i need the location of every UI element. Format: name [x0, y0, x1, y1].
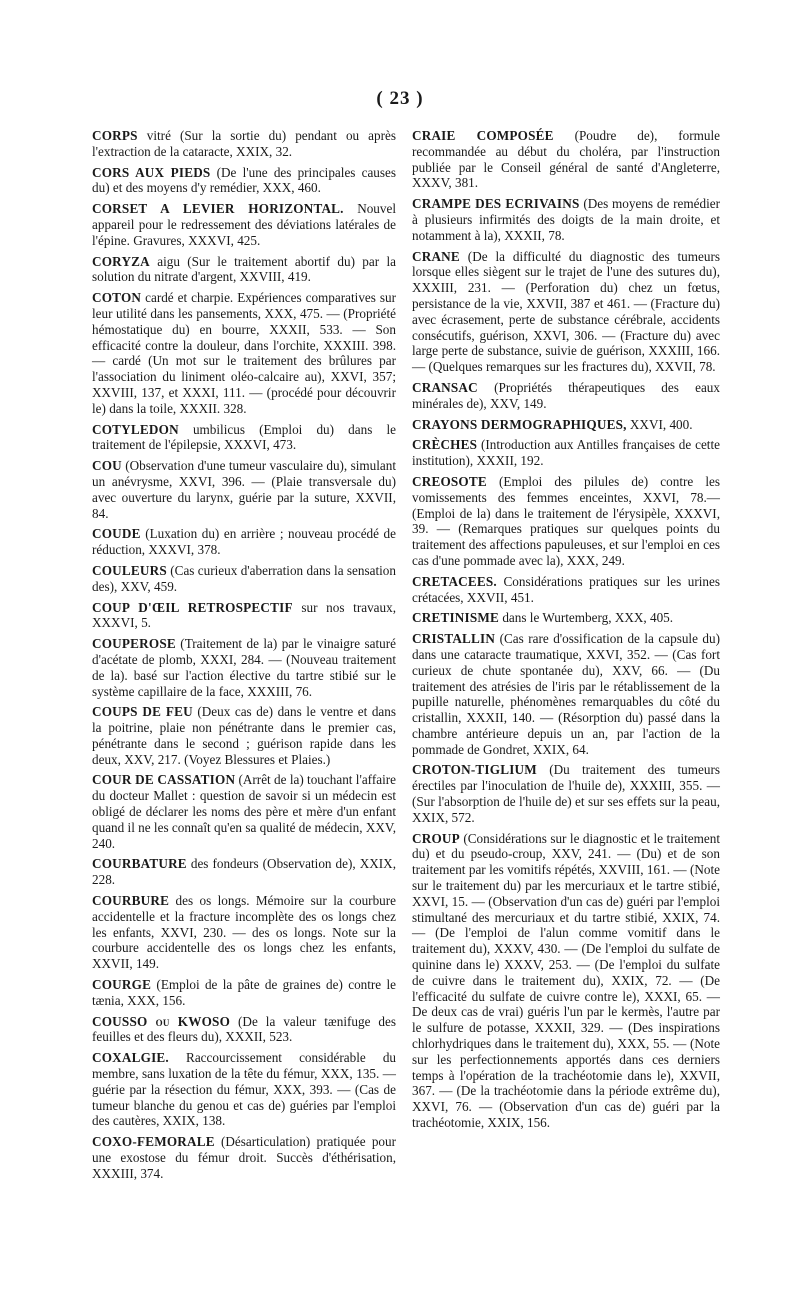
- entry-text: (Observation d'une tumeur vasculaire du), simulant un anévrysme, XXVI, 396. — (Plaie transversale du) avec ouverture du larynx, guérie par la suture, XXVII, 84.: [92, 458, 396, 521]
- index-entry: [92, 290, 396, 416]
- entry-heading: COTON: [92, 290, 142, 306]
- entry-text: (Emploi des pilules de) contre les vomissements des femmes enceintes, XXVI, 78.— (Emploi de la) dans le traitement de l'érysipèle, XXXVI, 39. — (Remarques pratiques sur quelques points du traitement des affections papuleuses, et sur l'emploi en ces cas d'une pommade avec la), XXX, 249.: [412, 473, 721, 568]
- entry-text: (Des moyens de remédier à plusieurs infirmités des doigts de la main droite, et notamment à la), XXXII, 78.: [412, 196, 721, 243]
- index-entry: [92, 1050, 396, 1129]
- index-entry: [412, 610, 720, 626]
- entry-heading: CROTON-TIGLIUM: [412, 762, 537, 778]
- entry-heading: CRETACEES.: [412, 573, 497, 589]
- entry-heading: CREOSOTE: [412, 473, 487, 489]
- entry-text: (Poudre de), formule recommandée au début du choléra, par l'instruction publiée par le Conseil général de santé d'Angleterre, XXXV, 381.: [412, 128, 720, 191]
- index-entry: [92, 422, 396, 454]
- index-entry: [92, 772, 396, 851]
- entry-text: (Traitement de la) par le vinaigre saturé d'acétate de plomb, XXXI, 284. — (Nouveau traitement de la). basé sur l'action élective du tartre stibié sur le système capillaire de la face, XXXIII, 76.: [92, 636, 396, 699]
- left-column: [92, 128, 396, 1187]
- index-entry: [92, 201, 396, 248]
- entry-heading: COUR DE CASSATION: [92, 772, 236, 788]
- entry-heading: COXALGIE.: [92, 1050, 169, 1066]
- entry-heading: CRAMPE DES ECRIVAINS: [412, 196, 580, 212]
- entry-text: dans le Wurtemberg, XXX, 405.: [502, 610, 674, 626]
- entry-heading: COTYLEDON: [92, 421, 179, 437]
- entry-text: (Du traitement des tumeurs érectiles par l'inoculation de l'huile de), XXXIII, 355. — (Sur l'absorption de l'huile de) et sur ses effets sur la peau, XXIX, 572.: [412, 762, 720, 825]
- index-entry: [92, 1014, 396, 1046]
- index-entry: [92, 165, 396, 197]
- entry-text: (De la valeur tænifuge des feuilles et des fleurs du), XXXII, 523.: [92, 1013, 396, 1045]
- entry-heading: CORYZA: [92, 253, 150, 269]
- index-entry: [92, 254, 396, 286]
- entry-text: (Deux cas de) dans le ventre et dans la poitrine, plaie non pénétrante dans le premier cas, pénétrante dans le second ; guérison rapide dans les deux, XXV, 217. (Voyez Blessures et Plaies.): [92, 704, 397, 767]
- index-entry: [412, 437, 720, 469]
- entry-text: vitré (Sur la sortie du) pendant ou après l'extraction de la cataracte, XXIX, 32.: [92, 128, 397, 159]
- index-entry: [412, 762, 720, 825]
- entry-heading: CRANE: [412, 248, 460, 264]
- index-entry: [412, 631, 720, 757]
- entry-text: (De l'une des principales causes du) et des moyens d'y remédier, XXX, 460.: [92, 164, 397, 196]
- entry-heading: COUPS DE FEU: [92, 704, 193, 720]
- entry-heading: COU: [92, 458, 122, 474]
- index-entry: [92, 600, 396, 632]
- index-entry: [412, 249, 720, 375]
- page-number: ( 23 ): [376, 88, 424, 109]
- entry-text: (Considérations sur le diagnostic et le traitement du) et du pseudo-croup, XXV, 241. — (Du) et de son traitement par les vomitifs répétés, XXVIII, 161. — (Note sur le traitement du) par les mercuriaux et le tartre stibié, XXVI, 15. — (Observation d'un cas de) guéri par l'emploi stimultané des mercuriaux et du tartre stibié, XXIX, 74. — (De l'emploi de l'alun comme vomitif dans le traitement du), XXXV, 430. — (De l'emploi du sulfate de quinine dans le) XXXV, 253. — (De l'emploi du sulfate de cuivre dans le traitement du), XXIX, 72. — (De l'efficacité du sulfate de cuivre contre le), XXXI, 65. — De deux cas de vrai) guéris l'un par le kermès, l'autre par le sulfure de potasse, XXXII, 329. — (Des inspirations chlorhydriques dans le traitement du), XXX, 55. — (Note sur les perfectionnements apportés dans ces derniers temps à l'opération de la trachéotomie dans le), XXVII, 367. — (De la trachéotomie dans la période extrême du), XXVI, 76. — (Observation d'un cas de) guéri par la trachéotomie, XXIX, 156.: [412, 830, 721, 1131]
- entry-text: umbilicus (Emploi du) dans le traitement de l'épilepsie, XXXVI, 473.: [92, 421, 396, 453]
- index-entry: [412, 474, 720, 569]
- entry-text: (Arrêt de la) touchant l'affaire du docteur Mallet : question de savoir si un médecin est obligé de déclarer les noms des père et mère d'un enfant quand il ne les connaît qu'en sa qualité de médecin, XXV, 240.: [92, 772, 396, 851]
- entry-text: (Cas rare d'ossification de la capsule du) dans une cataracte traumatique, XXVI, 352. — (Cas fort curieux de chute spontanée du), XXV, 66. — (Du traitement des atrésies de l'iris par le rétablissement de la pupille naturelle, phénomènes remarquables du côté du cristallin, XXXII, 140. — (Résorption du) passé dans la chambre antérieure depuis un an, par l'action de la pommade de Gondret, XXIX, 64.: [412, 631, 720, 757]
- index-entry: [92, 893, 396, 972]
- index-entry: [92, 704, 396, 767]
- entry-text: (De la difficulté du diagnostic des tumeurs lorsque elles siègent sur le trajet de l'une des sutures du), XXXIII, 231. — (Perforation du) chez un fœtus, persistance de la vie, XXVII, 387 et 461. — (Fracture du) avec écrasement, perte de substance cérébrale, accidents consécutifs, guérison, XXVI, 306. — (Fracture du) avec large perte de substance, suivie de guérison, XXXIII, 166. — (Quelques remarques sur les fractures du), XXVII, 78.: [412, 248, 721, 375]
- entry-text: (Emploi de la pâte de graines de) contre le tænia, XXX, 156.: [92, 977, 397, 1008]
- index-entry: [92, 458, 396, 521]
- entry-heading: CROUP: [412, 830, 460, 846]
- entry-text: (Cas curieux d'aberration dans la sensation des), XXV, 459.: [92, 562, 396, 594]
- index-entry: [92, 636, 396, 699]
- entry-heading: COURGE: [92, 977, 152, 993]
- entry-heading: CRETINISME: [412, 610, 500, 626]
- entry-heading: COULEURS: [92, 562, 167, 578]
- entry-heading: CRISTALLIN: [412, 631, 496, 647]
- entry-text: Considérations pratiques sur les urines crétacées, XXVII, 451.: [412, 573, 721, 605]
- entry-heading: COURBURE: [92, 893, 170, 909]
- entry-text: Raccourcissement considérable du membre, sans luxation de la tête du fémur, XXX, 135. — guérie par la résection du fémur, XXX, 393. — (Cas de tumeur blanche du genou et cas de) guéries par l'emploi des cautères, XXIX, 138.: [92, 1050, 397, 1129]
- index-entry: [412, 831, 720, 1131]
- index-entry: [412, 128, 720, 191]
- entry-heading: CRAIE COMPOSÉE: [412, 128, 554, 143]
- entry-text: (Propriétés thérapeutiques des eaux minérales de), XXV, 149.: [412, 379, 720, 411]
- index-entry: [92, 563, 396, 595]
- entry-heading: CRÈCHES: [412, 437, 478, 453]
- entry-text: (Désarticulation) pratiquée pour une exostose du fémur droit. Succès d'éthérisation, XXXIII, 374.: [92, 1134, 397, 1181]
- index-entry: [92, 1134, 396, 1181]
- right-column: [412, 128, 720, 1136]
- index-entry: [412, 380, 720, 412]
- entry-text: (Luxation du) en arrière ; nouveau procédé de réduction, XXXVI, 378.: [92, 526, 397, 558]
- entry-heading: COUSSO ou KWOSO: [92, 1013, 231, 1029]
- index-entry: [92, 856, 396, 888]
- entry-heading: COUP D'ŒIL RETROSPECTIF: [92, 599, 293, 615]
- entry-text: sur nos travaux, XXXVI, 5.: [92, 599, 397, 631]
- index-entry: [412, 196, 720, 243]
- entry-heading: CORSET A LEVIER HORIZONTAL.: [92, 201, 344, 217]
- entry-heading: COUDE: [92, 526, 141, 542]
- entry-text: XXVI, 400.: [629, 416, 693, 432]
- entry-heading: CORPS: [92, 128, 138, 143]
- entry-text: aigu (Sur le traitement abortif du) par la solution du nitrate d'argent, XXVIII, 419.: [92, 253, 396, 285]
- entry-text: cardé et charpie. Expériences comparatives sur leur utilité dans les pansements, XXX, 475. — (Propriété hémostatique du) en bourre, XXXII, 533. — Son efficacité contre la douleur, dans l'orchite, XXXIII. 398. — cardé (Un mot sur le traitement des brûlures par l'association du liniment oléo-calcaire au), XXVI, 357; XXVIII, 137, et XXXI, 111. — (procédé pour découvrir le) dans la toile, XXXII. 328.: [92, 290, 396, 416]
- entry-heading: COXO-FEMORALE: [92, 1134, 215, 1150]
- entry-heading: COUPEROSE: [92, 636, 176, 652]
- index-entry: [412, 574, 720, 606]
- index-entry: [412, 417, 720, 433]
- index-entry: [92, 128, 396, 160]
- entry-text: Nouvel appareil pour le redressement des déviations latérales de l'épine. Gravures, XXXVI, 425.: [92, 201, 397, 248]
- entry-heading: COURBATURE: [92, 856, 187, 872]
- entry-heading: CRANSAC: [412, 379, 478, 395]
- entry-text: des os longs. Mémoire sur la courbure accidentelle et la fracture incomplète des os longs chez les enfants, XXVI, 230. — des os longs. Note sur la courbure accidentelle des os longs chez les enfants, XXVII, 149.: [92, 893, 396, 972]
- entry-heading: CRAYONS DERMOGRAPHIQUES,: [412, 416, 627, 432]
- entry-heading: CORS AUX PIEDS: [92, 164, 211, 180]
- index-entry: [92, 977, 396, 1009]
- index-entry: [92, 526, 396, 558]
- entry-text: des fondeurs (Observation de), XXIX, 228.: [92, 856, 396, 888]
- entry-text: (Introduction aux Antilles françaises de cette institution), XXXII, 192.: [412, 437, 720, 469]
